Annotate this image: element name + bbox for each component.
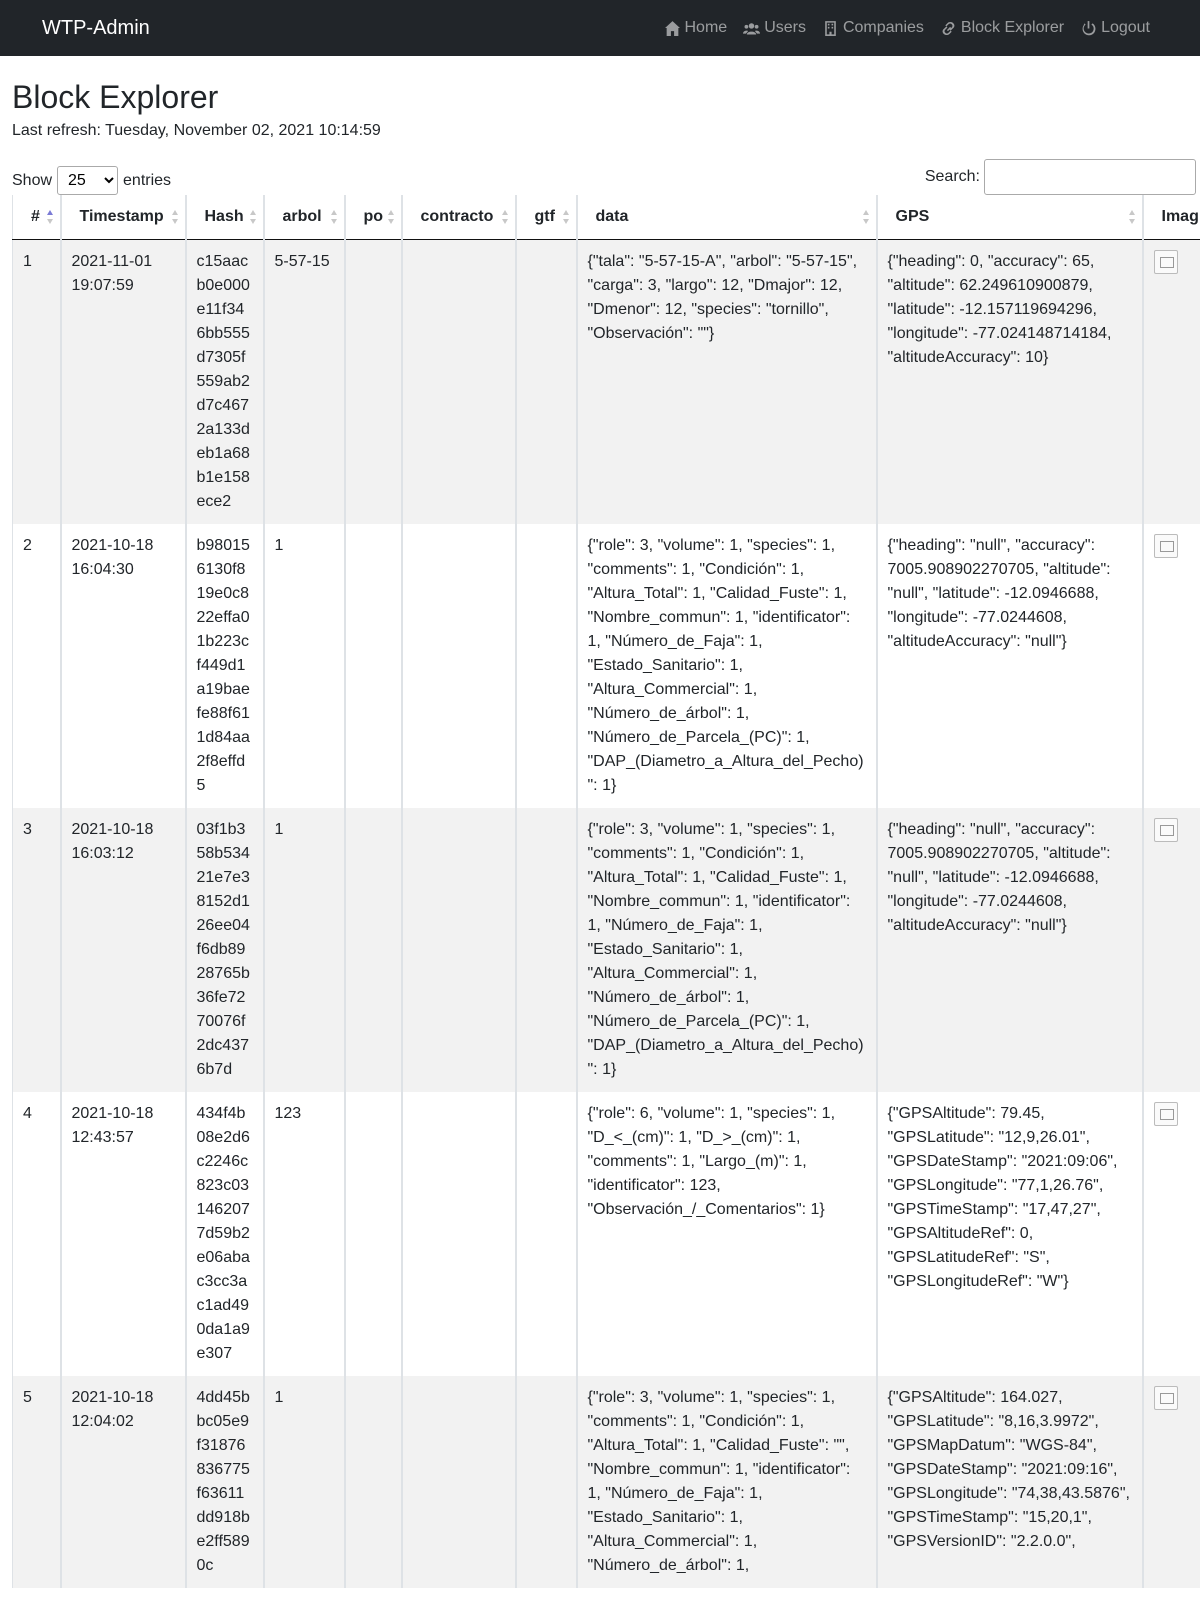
sort-icon bbox=[250, 210, 257, 224]
sort-icon bbox=[331, 210, 338, 224]
last-refresh-text: Last refresh: Tuesday, November 02, 2021 10:14:59 bbox=[12, 122, 381, 140]
search-input[interactable] bbox=[984, 159, 1196, 195]
image-thumbnail-icon[interactable] bbox=[1154, 818, 1178, 842]
cell-image bbox=[1143, 1092, 1200, 1376]
cell-contracto bbox=[402, 1376, 516, 1588]
cell-hash: 434f4b08e2d6c2246c823c031462077d59b2e06abac3cc3ac1ad490da1a9e307 bbox=[186, 1092, 264, 1376]
col-header-timestamp-label: Timestamp bbox=[79, 208, 164, 226]
cell-num: 2 bbox=[13, 524, 61, 808]
cell-gps: {"heading": 0, "accuracy": 65, "altitude": 62.249610900879, "latitude": -12.157119694296, "longitude": -77.024148714184, "altitudeAccuracy": 10} bbox=[877, 239, 1143, 524]
cell-gtf bbox=[516, 1376, 577, 1588]
users-icon bbox=[743, 20, 760, 37]
cell-num: 1 bbox=[13, 239, 61, 524]
col-header-contracto-label: contracto bbox=[420, 208, 494, 226]
cell-po bbox=[345, 1376, 402, 1588]
cell-arbol: 5-57-15 bbox=[264, 239, 345, 524]
nav-logout[interactable] bbox=[1080, 19, 1150, 37]
col-header-timestamp[interactable] bbox=[61, 195, 186, 239]
col-header-arbol[interactable] bbox=[264, 195, 345, 239]
cell-po bbox=[345, 1092, 402, 1376]
col-header-hash[interactable] bbox=[186, 195, 264, 239]
building-icon bbox=[822, 20, 839, 37]
brand-logo[interactable]: WTP-Admin bbox=[42, 16, 150, 39]
col-header-image[interactable] bbox=[1143, 195, 1200, 239]
cell-hash: 4dd45bbc05e9f31876836775f63611dd918be2ff5890c bbox=[186, 1376, 264, 1588]
cell-arbol: 1 bbox=[264, 808, 345, 1092]
cell-data: {"role": 3, "volume": 1, "species": 1, "comments": 1, "Condición": 1, "Altura_Total": 1, "Calidad_Fuste": 1, "Nombre_commun": 1, "identificator": 1, "Número_de_Faja": 1, "Estado_Sanitario": 1, "Altura_Commercial": 1, "Número_de_árbol": 1, "Número_de_Parcela_(PC)": 1, "DAP_(Diametro_a_Altura_del_Pecho)": 1} bbox=[577, 808, 877, 1092]
cell-arbol: 123 bbox=[264, 1092, 345, 1376]
col-header-num[interactable] bbox=[13, 195, 61, 239]
cell-gtf bbox=[516, 239, 577, 524]
sort-icon bbox=[1129, 210, 1136, 224]
sort-asc-icon bbox=[47, 210, 54, 224]
cell-contracto bbox=[402, 239, 516, 524]
cell-contracto bbox=[402, 808, 516, 1092]
cell-gtf bbox=[516, 1092, 577, 1376]
cell-hash: c15aacb0e000e11f346bb555d7305f559ab2d7c4672a133deb1a68b1e158ece2 bbox=[186, 239, 264, 524]
cell-timestamp: 2021-11-01 19:07:59 bbox=[61, 239, 186, 524]
cell-data: {"tala": "5-57-15-A", "arbol": "5-57-15", "carga": 3, "largo": 12, "Dmajor": 12, "Dmenor": 12, "species": "tornillo", "Observación": ""} bbox=[577, 239, 877, 524]
entries-select[interactable] bbox=[57, 166, 118, 195]
cell-timestamp: 2021-10-18 12:43:57 bbox=[61, 1092, 186, 1376]
sort-icon bbox=[863, 210, 870, 224]
cell-po bbox=[345, 524, 402, 808]
cell-gtf bbox=[516, 524, 577, 808]
image-thumbnail-icon[interactable] bbox=[1154, 1102, 1178, 1126]
table-row bbox=[13, 808, 1200, 1092]
cell-gps: {"heading": "null", "accuracy": 7005.908902270705, "altitude": "null", "latitude": -12.0946688, "longitude": -77.0244608, "altitudeAccuracy": "null"} bbox=[877, 808, 1143, 1092]
cell-hash: 03f1b358b53421e7e38152d126ee04f6db8928765b36fe7270076f2dc4376b7d bbox=[186, 808, 264, 1092]
col-header-data-label: data bbox=[595, 208, 629, 226]
cell-num: 5 bbox=[13, 1376, 61, 1588]
cell-gps: {"heading": "null", "accuracy": 7005.908902270705, "altitude": "null", "latitude": -12.0946688, "longitude": -77.0244608, "altitudeAccuracy": "null"} bbox=[877, 524, 1143, 808]
cell-po bbox=[345, 808, 402, 1092]
entries-label: entries bbox=[123, 171, 172, 189]
nav-block-explorer[interactable] bbox=[940, 19, 1064, 37]
col-header-po[interactable] bbox=[345, 195, 402, 239]
top-navbar bbox=[0, 0, 1200, 56]
col-header-num-label: # bbox=[31, 208, 40, 226]
nav-menu bbox=[648, 19, 1159, 37]
cell-data: {"role": 6, "volume": 1, "species": 1, "D_<_(cm)": 1, "D_>_(cm)": 1, "comments": 1, "Largo_(m)": 1, "identificator": 123, "Observación_/_Comentarios": 1} bbox=[577, 1092, 877, 1376]
cell-arbol: 1 bbox=[264, 1376, 345, 1588]
col-header-gtf-label: gtf bbox=[534, 208, 555, 226]
nav-block-explorer-label: Block Explorer bbox=[960, 19, 1065, 36]
link-icon bbox=[940, 20, 957, 37]
search-control bbox=[925, 159, 1196, 195]
cell-gtf bbox=[516, 808, 577, 1092]
block-table bbox=[12, 195, 1200, 1588]
col-header-image-label: Imag bbox=[1161, 208, 1199, 226]
table-wrapper bbox=[12, 195, 1200, 1588]
nav-home-label: Home bbox=[684, 19, 728, 36]
col-header-hash-label: Hash bbox=[204, 208, 244, 226]
image-thumbnail-icon[interactable] bbox=[1154, 250, 1178, 274]
col-header-arbol-label: arbol bbox=[282, 208, 322, 226]
col-header-data[interactable] bbox=[577, 195, 877, 239]
col-header-po-label: po bbox=[363, 208, 384, 226]
cell-contracto bbox=[402, 1092, 516, 1376]
cell-hash: b980156130f819e0c822effa01b223cf449d1a19baefe88f611d84aa2f8effd5 bbox=[186, 524, 264, 808]
col-header-gtf[interactable] bbox=[516, 195, 577, 239]
table-row bbox=[13, 1376, 1200, 1588]
cell-data: {"role": 3, "volume": 1, "species": 1, "comments": 1, "Condición": 1, "Altura_Total": 1, "Calidad_Fuste": 1, "Nombre_commun": 1, "identificator": 1, "Número_de_Faja": 1, "Estado_Sanitario": 1, "Altura_Commercial": 1, "Número_de_árbol": 1, "Número_de_Parcela_(PC)": 1, "DAP_(Diametro_a_Altura_del_Pecho)": 1} bbox=[577, 524, 877, 808]
col-header-gps-label: GPS bbox=[895, 208, 930, 226]
sort-icon bbox=[563, 210, 570, 224]
col-header-contracto[interactable] bbox=[402, 195, 516, 239]
show-label: Show bbox=[12, 171, 53, 189]
table-row bbox=[13, 239, 1200, 524]
cell-num: 4 bbox=[13, 1092, 61, 1376]
cell-data: {"role": 3, "volume": 1, "species": 1, "comments": 1, "Condición": 1, "Altura_Total": 1, "Calidad_Fuste": "", "Nombre_commun": 1, "identificator": 1, "Número_de_Faja": 1, "Estado_Sanitario": 1, "Altura_Commercial": 1, "Número_de_árbol": 1, bbox=[577, 1376, 877, 1588]
cell-num: 3 bbox=[13, 808, 61, 1092]
main-content bbox=[0, 78, 1200, 1588]
nav-companies-label: Companies bbox=[842, 19, 924, 36]
page-title: Block Explorer bbox=[12, 79, 219, 115]
table-header-row bbox=[13, 195, 1200, 239]
sort-icon bbox=[172, 210, 179, 224]
nav-logout-label: Logout bbox=[1101, 19, 1150, 36]
table-controls bbox=[12, 159, 1188, 195]
col-header-gps[interactable] bbox=[877, 195, 1143, 239]
entries-length-control bbox=[12, 166, 171, 195]
cell-po bbox=[345, 239, 402, 524]
sort-icon bbox=[502, 210, 509, 224]
nav-users-label: Users bbox=[764, 19, 806, 36]
nav-users[interactable] bbox=[743, 19, 806, 37]
home-icon bbox=[664, 20, 681, 37]
table-row bbox=[13, 1092, 1200, 1376]
sort-icon bbox=[388, 210, 395, 224]
table-row bbox=[13, 524, 1200, 808]
image-thumbnail-icon[interactable] bbox=[1154, 1386, 1178, 1410]
nav-companies[interactable] bbox=[822, 19, 924, 37]
nav-home[interactable] bbox=[664, 19, 728, 37]
cell-image bbox=[1143, 524, 1200, 808]
cell-gps: {"GPSAltitude": 79.45, "GPSLatitude": "12,9,26.01", "GPSDateStamp": "2021:09:06", "GPSLongitude": "77,1,26.76", "GPSTimeStamp": "17,47,27", "GPSAltitudeRef": 0, "GPSLatitudeRef": "S", "GPSLongitudeRef": "W"} bbox=[877, 1092, 1143, 1376]
image-thumbnail-icon[interactable] bbox=[1154, 534, 1178, 558]
power-icon bbox=[1080, 20, 1097, 37]
cell-contracto bbox=[402, 524, 516, 808]
cell-timestamp: 2021-10-18 16:04:30 bbox=[61, 524, 186, 808]
cell-image bbox=[1143, 808, 1200, 1092]
cell-arbol: 1 bbox=[264, 524, 345, 808]
cell-image bbox=[1143, 239, 1200, 524]
search-label: Search: bbox=[924, 168, 980, 186]
cell-gps: {"GPSAltitude": 164.027, "GPSLatitude": "8,16,3.9972", "GPSMapDatum": "WGS-84", "GPSDateStamp": "2021:09:16", "GPSLongitude": "74,38,43.5876", "GPSTimeStamp": "15,20,1", "GPSVersionID": "2.2.0.0", bbox=[877, 1376, 1143, 1588]
cell-timestamp: 2021-10-18 16:03:12 bbox=[61, 808, 186, 1092]
cell-timestamp: 2021-10-18 12:04:02 bbox=[61, 1376, 186, 1588]
cell-image bbox=[1143, 1376, 1200, 1588]
